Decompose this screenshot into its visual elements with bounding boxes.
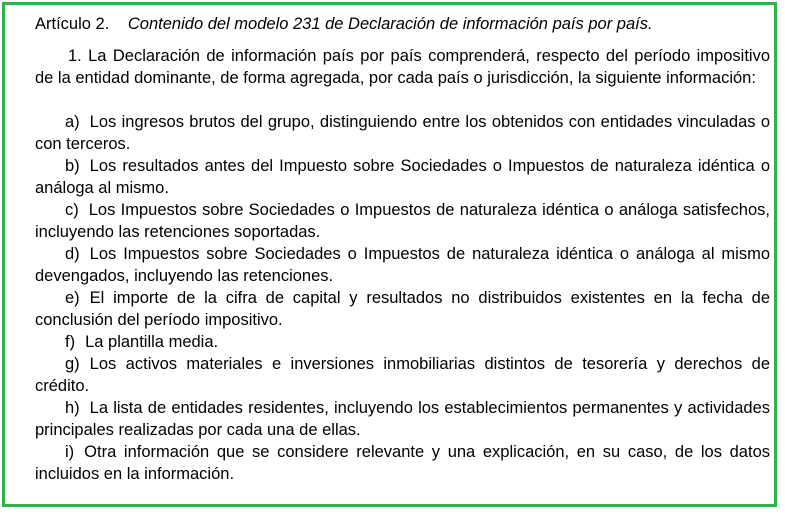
item-label: b) <box>65 157 80 175</box>
intro-paragraph: 1. La Declaración de información país por país comprenderá, respecto del período impositivo de la entidad dominante, de forma agregada, por cada país o jurisdicción, la siguiente información: <box>35 47 770 87</box>
article-title: Contenido del modelo 231 de Declaración de información país por país. <box>127 15 653 33</box>
item-text: Los Impuestos sobre Sociedades o Impuestos de naturaleza idéntica o análoga al mismo devengados, incluyendo las retenciones. <box>35 245 770 285</box>
list-item <box>35 199 770 243</box>
item-text: Los resultados antes del Impuesto sobre Sociedades o Impuestos de naturaleza idéntica o análoga al mismo. <box>35 157 770 197</box>
item-label: c) <box>65 201 79 219</box>
item-text: Los ingresos brutos del grupo, distinguiendo entre los obtenidos con entidades vinculadas o con terceros. <box>35 113 770 153</box>
list-item <box>35 331 770 353</box>
document-frame <box>2 2 777 507</box>
item-label: d) <box>65 245 80 263</box>
item-label: h) <box>65 399 80 417</box>
item-text: La lista de entidades residentes, incluyendo los establecimientos permanentes y actividades principales realizadas por cada una de ellas. <box>35 399 770 439</box>
item-label: f) <box>65 333 76 351</box>
list-item <box>35 287 770 331</box>
article-number: Artículo 2. <box>35 15 110 33</box>
item-text: La plantilla media. <box>85 333 219 351</box>
list-item <box>35 155 770 199</box>
item-label: g) <box>65 355 80 373</box>
item-text: Otra información que se considere relevante y una explicación, en su caso, de los datos incluidos en la información. <box>35 443 770 483</box>
list-item <box>35 353 770 397</box>
item-label: a) <box>65 113 80 131</box>
article-heading <box>35 13 770 35</box>
item-text: Los Impuestos sobre Sociedades o Impuestos de naturaleza idéntica o análoga satisfechos, incluyendo las retenciones soportadas. <box>35 201 770 241</box>
list-item <box>35 397 770 441</box>
item-text: Los activos materiales e inversiones inmobiliarias distintos de tesorería y derechos de crédito. <box>35 355 770 395</box>
item-label: e) <box>65 289 80 307</box>
list-item <box>35 441 770 485</box>
article-body <box>35 13 770 485</box>
item-text: El importe de la cifra de capital y resultados no distribuidos existentes en la fecha de conclusión del período impositivo. <box>35 289 770 329</box>
item-label: i) <box>65 443 75 461</box>
list-item <box>35 243 770 287</box>
list-item <box>35 111 770 155</box>
